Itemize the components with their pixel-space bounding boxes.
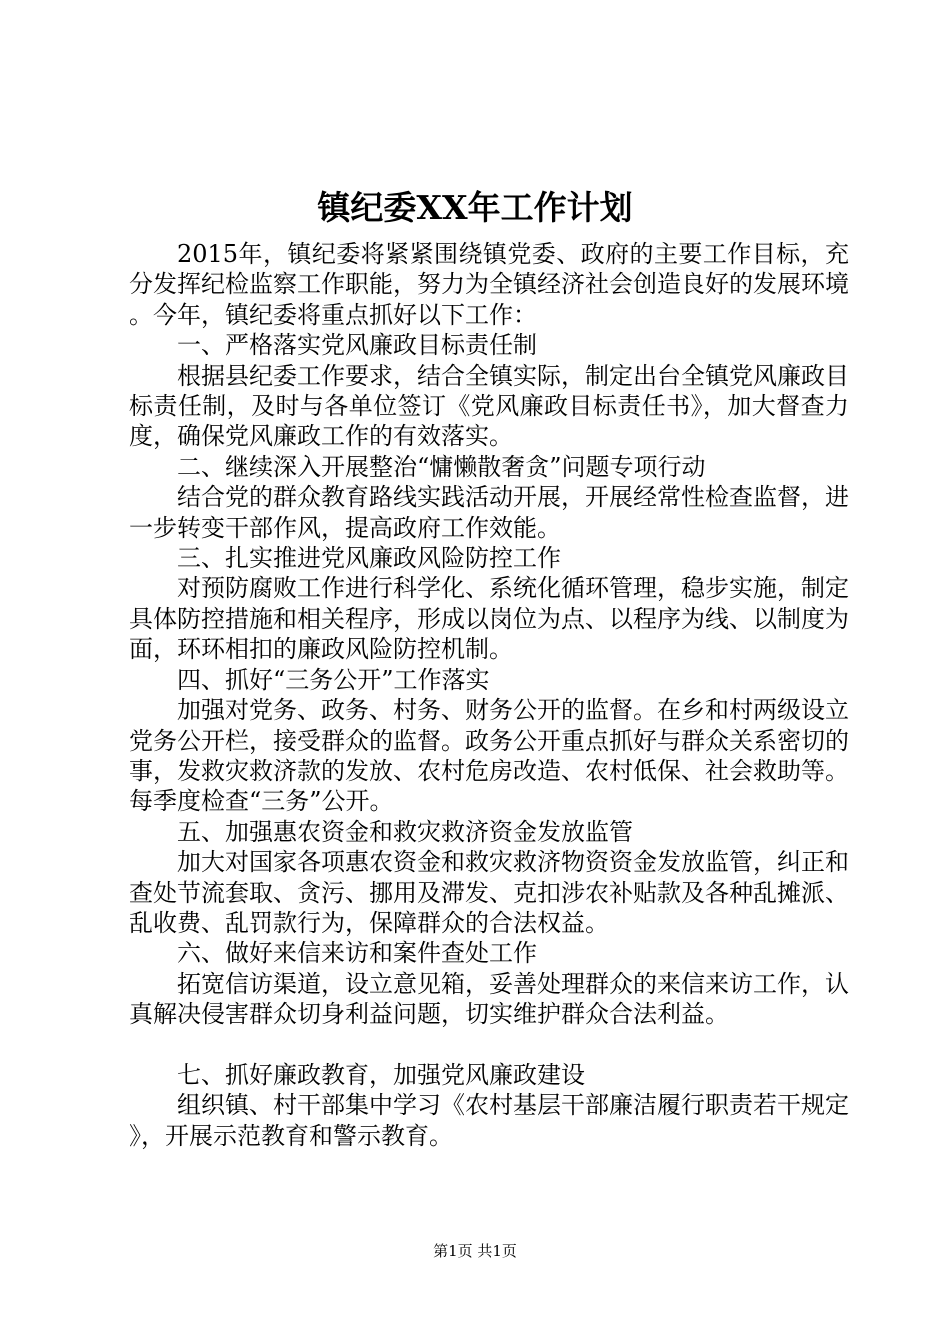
section-1-body: 根据县纪委工作要求，结合全镇实际，制定出台全镇党风廉政目标责任制，及时与各单位签订《党风廉政目标责任书》，加大督查力度，确保党风廉政工作的有效落实。 [129,361,849,451]
section-2-body: 结合党的群众教育路线实践活动开展，开展经常性检查监督，进一步转变干部作风，提高政府工作效能。 [129,483,849,542]
blank-line [129,1030,849,1060]
section-4-body: 加强对党务、政务、村务、财务公开的监督。在乡和村两级设立党务公开栏，接受群众的监督。政务公开重点抓好与群众关系密切的事，发救灾救济款的发放、农村危房改造、农村低保、社会救助等。每季度检查“三务”公开。 [129,696,849,816]
intro-paragraph: 2015年，镇纪委将紧紧围绕镇党委、政府的主要工作目标，充分发挥纪检监察工作职能，努力为全镇经济社会创造良好的发展环境。今年，镇纪委将重点抓好以下工作： [129,240,849,329]
section-6-heading: 六、做好来信来访和案件查处工作 [177,939,537,968]
section-5-heading: 五、加强惠农资金和救灾救济资金发放监管 [177,817,633,846]
section-5-body: 加大对国家各项惠农资金和救灾救济物资资金发放监管，纠正和查处节流套取、贪污、挪用及滞发、克扣涉农补贴款及各种乱摊派、乱收费、乱罚款行为，保障群众的合法权益。 [129,848,849,937]
section-4-heading: 四、抓好“三务公开”工作落实 [177,665,490,694]
section-7-heading: 七、抓好廉政教育，加强党风廉政建设 [177,1060,585,1089]
section-7-body: 组织镇、村干部集中学习《农村基层干部廉洁履行职责若干规定》，开展示范教育和警示教育。 [129,1091,849,1150]
page-footer: 第1页 共1页 [433,1242,517,1260]
document-title: 镇纪委XX年工作计划 [317,188,633,227]
section-1-heading: 一、严格落实党风廉政目标责任制 [177,331,537,360]
section-3-body: 对预防腐败工作进行科学化、系统化循环管理，稳步实施，制定具体防控措施和相关程序，形成以岗位为点、以程序为线、以制度为面，环环相扣的廉政风险防控机制。 [129,574,849,664]
section-6-body: 拓宽信访渠道，设立意见箱，妥善处理群众的来信来访工作，认真解决侵害群众切身利益问题，切实维护群众合法利益。 [129,969,849,1029]
document-body [129,239,849,1151]
section-3-heading: 三、扎实推进党风廉政风险防控工作 [177,544,561,573]
section-2-heading: 二、继续深入开展整治“慵懒散奢贪”问题专项行动 [177,452,706,481]
